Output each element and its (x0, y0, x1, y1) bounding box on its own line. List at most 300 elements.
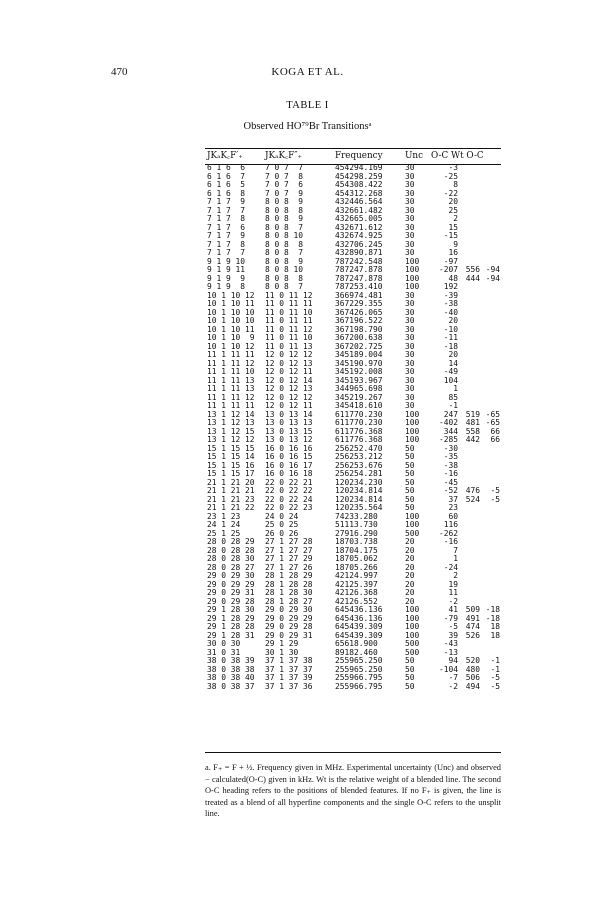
cell-unc: 30 (405, 401, 415, 410)
cell-wt: 491 (465, 613, 480, 623)
cell-unc: 30 (405, 341, 415, 351)
cell-frequency: 645439.309 (335, 630, 383, 640)
cell-oc-group (431, 207, 501, 216)
cell-oc-group (431, 453, 501, 462)
cell-oc-group (431, 215, 501, 224)
cell-lower-state: 16 0 16 17 (265, 460, 313, 470)
table-bottom-rule (205, 752, 501, 753)
cell-frequency: 787242.548 (335, 256, 383, 266)
cell-unc: 500 (405, 639, 420, 648)
cell-frequency: 65618.900 (335, 639, 378, 648)
cell-oc-group (431, 190, 501, 199)
cell-upper-state: 15 1 15 14 (207, 452, 255, 461)
cell-lower-state: 11 0 11 11 (265, 299, 313, 308)
cell-oc: 85 (448, 392, 458, 402)
cell-oc: -15 (443, 231, 458, 240)
cell-lower-state: 8 0 8 10 (265, 265, 304, 274)
transitions-table (205, 149, 501, 691)
column-header-oc-blend: O-C (466, 151, 484, 162)
cell-unc: 20 (405, 571, 415, 580)
cell-upper-state: 10 1 10 11 (207, 324, 255, 334)
cell-unc: 30 (405, 392, 415, 402)
cell-upper-state: 29 1 28 28 (207, 622, 255, 631)
table-footnote: a. F₊ = F + ½. Frequency given in MHz. Experimental uncertainty (Unc) and observed − calculated(O-C) given in kHz. Wt is the relative weight of a blended line. The second O-C heading refers to the positions of blended features. If no F₊ is given, the line is treated as a blend of all hyperfine components and the single O-C refers to the unsplit line. (205, 763, 501, 819)
cell-oc: 1 (453, 554, 458, 563)
cell-unc: 20 (405, 579, 415, 589)
cell-wt: 524 (465, 494, 480, 504)
cell-oc: 2 (453, 214, 458, 223)
cell-lower-state: 12 0 12 11 (265, 401, 313, 410)
cell-frequency: 367198.790 (335, 324, 383, 334)
cell-upper-state: 29 1 28 31 (207, 630, 255, 640)
table-label: TABLE I (286, 100, 329, 111)
cell-lower-state: 22 0 22 22 (265, 486, 313, 495)
cell-oc: -104 (438, 664, 458, 674)
cell-unc: 30 (405, 214, 415, 223)
cell-unc: 30 (405, 222, 415, 232)
cell-oc-group (431, 436, 501, 445)
cell-upper-state: 11 1 11 11 (207, 401, 255, 410)
cell-oc: -24 (443, 562, 458, 572)
cell-unc: 30 (405, 180, 415, 189)
cell-lower-state: 22 0 22 24 (265, 494, 313, 504)
cell-lower-state: 12 0 12 11 (265, 367, 313, 376)
cell-unc: 50 (405, 486, 415, 495)
cell-unc: 100 (405, 435, 420, 444)
cell-oc-group (431, 360, 501, 369)
cell-oc-group (431, 589, 501, 598)
cell-lower-state: 11 0 11 11 (265, 316, 313, 325)
cell-frequency: 367202.725 (335, 341, 383, 351)
cell-oc: 247 (443, 409, 458, 419)
cell-upper-state: 21 1 21 22 (207, 503, 255, 512)
cell-oc: -52 (443, 486, 458, 495)
cell-unc: 100 (405, 265, 420, 274)
cell-unc: 100 (405, 409, 420, 419)
cell-lower-state: 16 0 16 15 (265, 452, 313, 461)
cell-wt: 506 (465, 673, 480, 682)
cell-frequency: 255966.795 (335, 673, 383, 682)
cell-upper-state: 6 1 6 7 (207, 171, 246, 181)
cell-oc: -10 (443, 324, 458, 334)
cell-upper-state: 21 1 21 21 (207, 486, 255, 495)
cell-frequency: 345190.970 (335, 358, 383, 368)
cell-oc: 1 (453, 384, 458, 393)
cell-upper-state: 9 1 9 8 (207, 282, 246, 291)
cell-frequency: 611770.230 (335, 418, 383, 427)
cell-unc: 30 (405, 375, 415, 385)
cell-oc-group (431, 309, 501, 318)
cell-unc: 20 (405, 545, 415, 555)
cell-unc: 50 (405, 452, 415, 461)
cell-lower-state: 13 0 13 12 (265, 435, 313, 444)
cell-oc: -11 (443, 333, 458, 342)
cell-oc-group (431, 564, 501, 573)
cell-oc-blend: -65 (485, 409, 500, 419)
cell-lower-state: 16 0 16 18 (265, 469, 313, 478)
cell-lower-state: 7 0 7 6 (265, 180, 304, 189)
cell-oc: -262 (438, 528, 458, 538)
cell-oc-group (431, 343, 501, 352)
cell-frequency: 432671.612 (335, 222, 383, 232)
cell-lower-state: 8 0 8 10 (265, 231, 304, 240)
cell-unc: 100 (405, 622, 420, 631)
cell-unc: 30 (405, 299, 415, 308)
cell-lower-state: 7 0 7 9 (265, 188, 304, 198)
cell-lower-state: 13 0 13 13 (265, 418, 313, 427)
cell-lower-state: 29 0 29 30 (265, 605, 313, 614)
table-caption: Observed HO⁷⁹Br Transitionsᵃ (243, 121, 372, 132)
cell-oc: 8 (453, 180, 458, 189)
cell-frequency: 18705.266 (335, 562, 378, 572)
cell-oc-group (431, 385, 501, 394)
cell-lower-state: 13 0 13 14 (265, 409, 313, 419)
cell-upper-state: 11 1 11 13 (207, 375, 255, 385)
cell-oc-group (431, 283, 501, 292)
cell-oc: -97 (443, 256, 458, 266)
cell-lower-state: 7 0 7 7 (265, 163, 304, 172)
cell-unc: 500 (405, 647, 420, 657)
cell-frequency: 256253.212 (335, 452, 383, 461)
cell-oc-group (431, 164, 501, 173)
cell-unc: 100 (405, 613, 420, 623)
cell-oc-group (431, 555, 501, 564)
cell-upper-state: 11 1 11 12 (207, 392, 255, 402)
cell-lower-state: 12 0 12 12 (265, 350, 313, 359)
cell-upper-state: 7 1 7 6 (207, 222, 246, 232)
cell-lower-state: 16 0 16 16 (265, 443, 313, 453)
cell-oc: 15 (448, 222, 458, 232)
cell-oc-group (431, 334, 501, 343)
cell-lower-state: 11 0 11 12 (265, 324, 313, 334)
cell-lower-state: 28 1 28 28 (265, 579, 313, 589)
cell-lower-state: 8 0 8 7 (265, 222, 304, 232)
cell-oc-group (431, 538, 501, 547)
cell-frequency: 255965.250 (335, 664, 383, 674)
cell-oc-group (431, 241, 501, 250)
cell-unc: 50 (405, 664, 415, 674)
cell-unc: 50 (405, 503, 415, 512)
cell-oc-group (431, 513, 501, 522)
cell-unc: 100 (405, 520, 420, 529)
cell-oc: -25 (443, 171, 458, 181)
cell-upper-state: 11 1 11 11 (207, 350, 255, 359)
cell-oc-group (431, 300, 501, 309)
cell-oc-blend: -5 (490, 673, 500, 682)
cell-oc: 344 (443, 426, 458, 436)
cell-wt: 442 (465, 435, 480, 444)
cell-lower-state: 13 0 13 15 (265, 426, 313, 436)
cell-unc: 30 (405, 205, 415, 215)
cell-oc-group (431, 683, 501, 692)
cell-unc: 100 (405, 426, 420, 436)
cell-frequency: 787253.410 (335, 282, 383, 291)
cell-oc-blend: -65 (485, 418, 500, 427)
cell-unc: 100 (405, 282, 420, 291)
cell-oc-group (431, 368, 501, 377)
cell-oc: 14 (448, 358, 458, 368)
cell-frequency: 120234.814 (335, 486, 383, 495)
cell-lower-state: 8 0 8 7 (265, 282, 304, 291)
cell-upper-state: 15 1 15 16 (207, 460, 255, 470)
cell-oc-group (431, 249, 501, 258)
cell-wt: 526 (465, 630, 480, 640)
cell-oc: -38 (443, 460, 458, 470)
cell-frequency: 345193.967 (335, 375, 383, 385)
cell-oc: 94 (448, 656, 458, 665)
cell-oc-blend: -94 (485, 265, 500, 274)
cell-unc: 30 (405, 316, 415, 325)
cell-frequency: 645436.136 (335, 605, 383, 614)
cell-oc-group (431, 224, 501, 233)
cell-lower-state: 29 0 29 28 (265, 622, 313, 631)
cell-upper-state: 10 1 10 12 (207, 290, 255, 300)
cell-upper-state: 10 1 10 10 (207, 316, 255, 325)
cell-upper-state: 15 1 15 17 (207, 469, 255, 478)
cell-oc-group (431, 547, 501, 556)
cell-unc: 30 (405, 324, 415, 334)
cell-oc-blend: -5 (490, 681, 500, 691)
cell-wt: 556 (465, 265, 480, 274)
cell-unc: 50 (405, 681, 415, 691)
cell-oc: -207 (438, 265, 458, 274)
cell-lower-state: 28 1 28 27 (265, 596, 313, 606)
cell-lower-state: 8 0 8 9 (265, 197, 304, 206)
cell-wt: 494 (465, 681, 480, 691)
cell-frequency: 18703.738 (335, 537, 378, 546)
cell-oc-group (431, 394, 501, 403)
cell-unc: 50 (405, 494, 415, 504)
cell-oc-group (431, 326, 501, 335)
table-row (205, 683, 501, 692)
cell-oc: -7 (448, 673, 458, 682)
cell-wt: 480 (465, 664, 480, 674)
cell-unc: 30 (405, 350, 415, 359)
cell-lower-state: 27 1 27 27 (265, 545, 313, 555)
cell-oc: -16 (443, 469, 458, 478)
cell-frequency: 611770.230 (335, 409, 383, 419)
cell-frequency: 42126.552 (335, 596, 378, 606)
cell-oc: -38 (443, 299, 458, 308)
page-header (0, 66, 615, 86)
cell-lower-state: 37 1 37 37 (265, 664, 313, 674)
cell-oc: 192 (443, 282, 458, 291)
cell-lower-state: 11 0 11 13 (265, 341, 313, 351)
cell-upper-state: 7 1 7 7 (207, 248, 246, 257)
cell-lower-state: 8 0 8 9 (265, 256, 304, 266)
cell-unc: 100 (405, 418, 420, 427)
cell-frequency: 645439.309 (335, 622, 383, 631)
column-header-frequency: Frequency (335, 151, 383, 162)
cell-frequency: 256253.676 (335, 460, 383, 470)
cell-lower-state: 8 0 8 8 (265, 205, 304, 215)
cell-oc: 25 (448, 205, 458, 215)
cell-upper-state: 9 1 9 10 (207, 256, 246, 266)
cell-unc: 100 (405, 256, 420, 266)
page-number: 470 (111, 66, 128, 78)
cell-oc: -30 (443, 443, 458, 453)
cell-frequency: 89182.460 (335, 647, 378, 657)
cell-frequency: 432665.005 (335, 214, 383, 223)
cell-oc-group (431, 377, 501, 386)
cell-oc: -2 (448, 596, 458, 606)
cell-oc: 20 (448, 316, 458, 325)
cell-oc: -45 (443, 477, 458, 487)
cell-unc: 30 (405, 163, 415, 172)
cell-oc: -18 (443, 341, 458, 351)
cell-upper-state: 15 1 15 15 (207, 443, 255, 453)
cell-frequency: 18704.175 (335, 545, 378, 555)
cell-unc: 30 (405, 333, 415, 342)
cell-oc-blend: -94 (485, 273, 500, 283)
cell-frequency: 432661.482 (335, 205, 383, 215)
cell-upper-state: 25 1 25 (207, 528, 241, 538)
column-header-upper-state: JKₐK꜀F′₊ (207, 151, 243, 162)
cell-oc-group (431, 198, 501, 207)
cell-oc-blend: 18 (490, 622, 500, 631)
cell-oc-blend: -1 (490, 656, 500, 665)
cell-frequency: 367196.522 (335, 316, 383, 325)
cell-lower-state: 29 0 29 31 (265, 630, 313, 640)
cell-oc-group (431, 232, 501, 241)
table-body (205, 164, 501, 691)
cell-oc: 39 (448, 630, 458, 640)
cell-upper-state: 9 1 9 9 (207, 273, 246, 283)
cell-oc-group (431, 173, 501, 182)
cell-oc-group (431, 572, 501, 581)
cell-upper-state: 7 1 7 8 (207, 214, 246, 223)
cell-upper-state: 29 0 29 29 (207, 579, 255, 589)
cell-oc: -13 (443, 647, 458, 657)
cell-lower-state: 8 0 8 8 (265, 273, 304, 283)
cell-oc: -285 (438, 435, 458, 444)
cell-unc: 30 (405, 367, 415, 376)
cell-lower-state: 37 1 37 39 (265, 673, 313, 682)
cell-upper-state: 7 1 7 7 (207, 205, 246, 215)
cell-oc: 48 (448, 273, 458, 283)
cell-upper-state: 11 1 11 13 (207, 384, 255, 393)
cell-oc-blend: 18 (490, 630, 500, 640)
cell-lower-state: 24 0 24 (265, 511, 299, 521)
cell-oc: 60 (448, 511, 458, 521)
cell-unc: 30 (405, 248, 415, 257)
cell-oc-blend: -5 (490, 486, 500, 495)
cell-unc: 30 (405, 307, 415, 317)
cell-oc: -35 (443, 452, 458, 461)
cell-lower-state: 30 1 30 (265, 647, 299, 657)
cell-upper-state: 6 1 6 5 (207, 180, 246, 189)
cell-frequency: 345192.008 (335, 367, 383, 376)
cell-oc: 20 (448, 197, 458, 206)
cell-upper-state: 38 0 38 37 (207, 681, 255, 691)
cell-oc-group (431, 317, 501, 326)
cell-lower-state: 22 0 22 21 (265, 477, 313, 487)
cell-oc-blend: -1 (490, 664, 500, 674)
cell-unc: 20 (405, 562, 415, 572)
cell-upper-state: 10 1 10 11 (207, 299, 255, 308)
cell-upper-state: 30 0 30 (207, 639, 241, 648)
cell-lower-state: 22 0 22 23 (265, 503, 313, 512)
cell-oc: -79 (443, 613, 458, 623)
cell-lower-state: 12 0 12 13 (265, 358, 313, 368)
cell-unc: 30 (405, 239, 415, 249)
cell-unc: 100 (405, 273, 420, 283)
cell-unc: 30 (405, 290, 415, 300)
cell-frequency: 255965.250 (335, 656, 383, 665)
cell-upper-state: 21 1 21 23 (207, 494, 255, 504)
cell-oc: -2 (448, 681, 458, 691)
cell-oc: 41 (448, 605, 458, 614)
cell-oc-group (431, 496, 501, 505)
cell-frequency: 42125.397 (335, 579, 378, 589)
cell-oc: -39 (443, 290, 458, 300)
cell-upper-state: 28 0 28 29 (207, 537, 255, 546)
cell-lower-state: 12 0 12 12 (265, 392, 313, 402)
cell-oc-group (431, 632, 501, 641)
cell-frequency: 432890.871 (335, 248, 383, 257)
cell-upper-state: 29 1 28 30 (207, 605, 255, 614)
cell-frequency: 120234.814 (335, 494, 383, 504)
cell-frequency: 432446.564 (335, 197, 383, 206)
cell-upper-state: 13 1 12 12 (207, 435, 255, 444)
cell-frequency: 432674.925 (335, 231, 383, 240)
cell-oc: 11 (448, 588, 458, 597)
cell-oc-blend: 66 (490, 435, 500, 444)
cell-oc: -22 (443, 188, 458, 198)
cell-oc: -43 (443, 639, 458, 648)
cell-upper-state: 11 1 11 12 (207, 358, 255, 368)
cell-lower-state: 28 1 28 29 (265, 571, 313, 580)
cell-upper-state: 38 0 38 38 (207, 664, 255, 674)
cell-lower-state: 8 0 8 9 (265, 214, 304, 223)
cell-frequency: 366974.481 (335, 290, 383, 300)
cell-lower-state: 27 1 27 28 (265, 537, 313, 546)
cell-wt: 476 (465, 486, 480, 495)
cell-frequency: 345189.004 (335, 350, 383, 359)
cell-upper-state: 28 0 28 30 (207, 554, 255, 563)
cell-upper-state: 29 0 29 28 (207, 596, 255, 606)
cell-frequency: 367200.638 (335, 333, 383, 342)
cell-upper-state: 10 1 10 9 (207, 333, 255, 342)
cell-frequency: 120235.564 (335, 503, 383, 512)
cell-oc: -402 (438, 418, 458, 427)
cell-wt: 519 (465, 409, 480, 419)
cell-lower-state: 11 0 11 12 (265, 290, 313, 300)
cell-upper-state: 13 1 12 13 (207, 418, 255, 427)
cell-frequency: 120234.230 (335, 477, 383, 487)
cell-oc: 19 (448, 579, 458, 589)
cell-lower-state: 37 1 37 38 (265, 656, 313, 665)
cell-lower-state: 25 0 25 (265, 520, 299, 529)
cell-oc: 20 (448, 350, 458, 359)
cell-frequency: 367229.355 (335, 299, 383, 308)
cell-oc-group (431, 470, 501, 479)
cell-oc: 2 (453, 571, 458, 580)
cell-frequency: 256252.470 (335, 443, 383, 453)
cell-unc: 20 (405, 596, 415, 606)
cell-oc: -16 (443, 537, 458, 546)
cell-oc: 116 (443, 520, 458, 529)
cell-oc: -1 (448, 401, 458, 410)
cell-wt: 474 (465, 622, 480, 631)
cell-upper-state: 38 0 38 39 (207, 656, 255, 665)
cell-unc: 20 (405, 537, 415, 546)
cell-oc-group (431, 351, 501, 360)
cell-frequency: 645436.136 (335, 613, 383, 623)
cell-frequency: 51113.730 (335, 520, 378, 529)
cell-oc: 7 (453, 545, 458, 555)
cell-frequency: 42124.997 (335, 571, 378, 580)
